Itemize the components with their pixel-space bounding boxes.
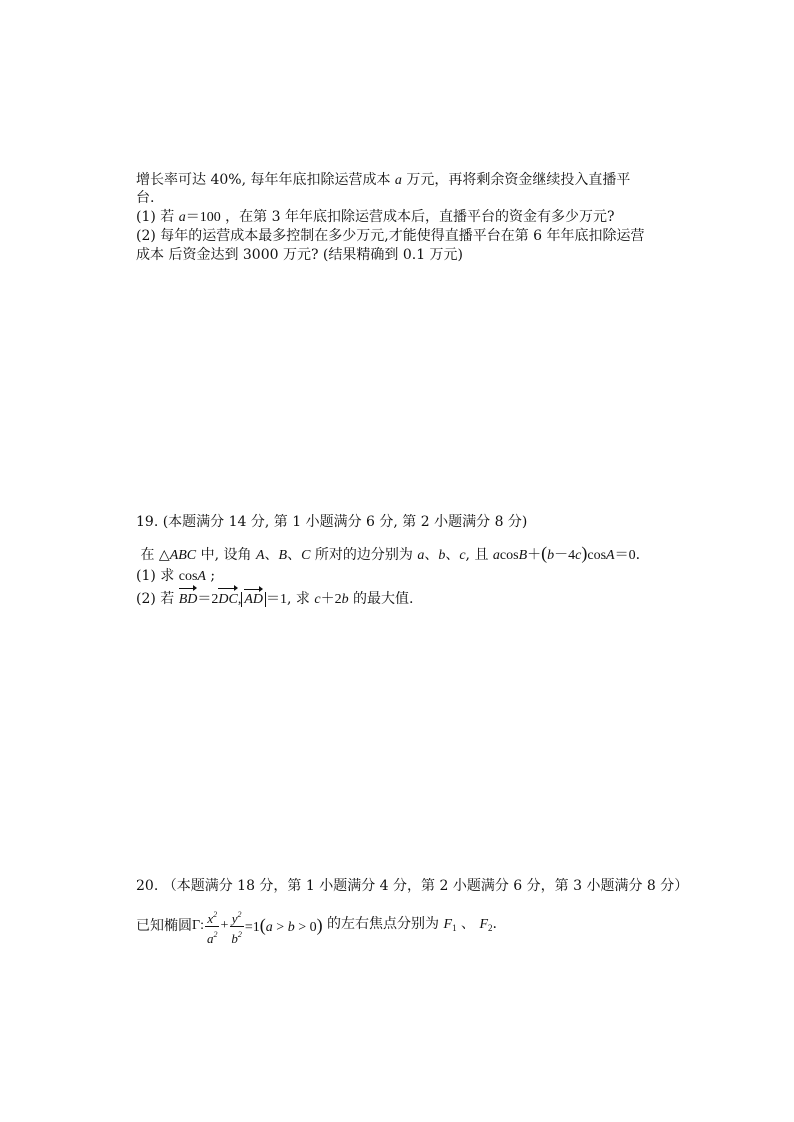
q18-part-2-line-1: (2) 每年的运营成本最多控制在多少万元,才能使得直播平台在第 6 年年底扣除运营 xyxy=(136,228,645,244)
q18-line-1: 增长率可达 40%, 每年年底扣除运营成本 a 万元，再将剩余资金继续投入直播平 xyxy=(136,172,631,188)
fraction-y2-b2: $\frac{y^2}{b^2}$ xyxy=(229,907,244,946)
q18-part-1: (1) 若 a＝100 ，在第 3 年年底扣除运营成本后，直播平台的资金有多少万元? xyxy=(136,209,615,225)
q19-part-2: (2) 若 BD＝2DC, AD ＝1, 求 c＋2b 的最大值. xyxy=(136,591,414,607)
q20-header: 20. （本题满分 18 分，第 1 小题满分 4 分，第 2 小题满分 6 分，第 3 小题满分 8 分） xyxy=(136,878,689,894)
q20-stem: 已知椭圆 Γ: $\frac{x^2}{a^2}$ + $\frac{y^2}{b^2}$ =1(a > b > 0) 的左右焦点分别为 $F_1$ 、 $F_2$. xyxy=(136,906,497,946)
q18-line-2: 台. xyxy=(136,190,155,206)
fraction-x2-a2: $\frac{x^2}{a^2}$ xyxy=(205,907,220,946)
q19-stem: 在 △ABC 中, 设角 A、B、C 所对的边分别为 a、b、c, 且 acosB＋(b－4c)cosA＝0. xyxy=(136,543,641,563)
q19-header: 19. (本题满分 14 分, 第 1 小题满分 6 分, 第 2 小题满分 8 分) xyxy=(136,514,528,530)
q18-part-2-line-2: 成本 后资金达到 3000 万元? (结果精确到 0.1 万元) xyxy=(136,247,464,263)
q19-part-1: (1) 求 cosA ; xyxy=(136,568,216,584)
